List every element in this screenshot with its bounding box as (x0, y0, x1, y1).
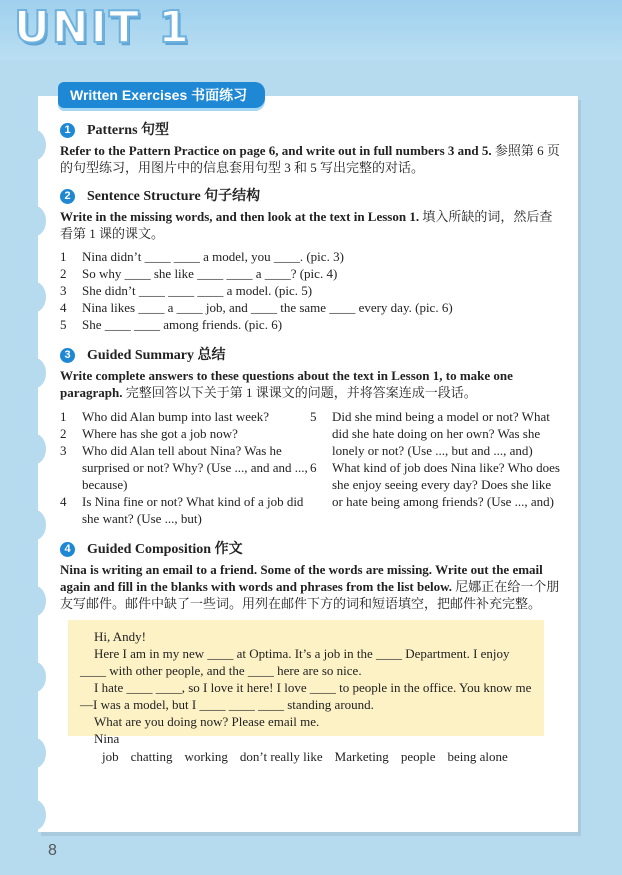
punch-hole (24, 586, 46, 616)
section-guided-summary (60, 347, 560, 527)
item-text: Did she mind being a model or not? What did she hate doing on her own? Was she lonely or not? (Use ..., but and ..., and) (332, 409, 550, 458)
section-title: Guided Summary 总结 (87, 348, 226, 363)
email-signature: Nina (94, 731, 120, 746)
question-item (60, 408, 310, 425)
punch-hole (24, 434, 46, 464)
section-instructions (60, 142, 560, 176)
punch-hole (24, 282, 46, 312)
section-patterns (60, 122, 560, 176)
word-bank-item: people (400, 749, 436, 764)
section-guided-composition (60, 541, 560, 765)
item-text: What kind of job does Nina like? Who does she enjoy seeing every day? Does she like or hate being among friends? (Use ..., and) (332, 460, 560, 509)
item-text: Nina likes ____ a ____ job, and ____ the same ____ every day. (pic. 6) (82, 300, 453, 315)
instructions-zh: 填入所缺的词，然后查看第 1 课的课文。 (60, 209, 553, 241)
item-number: 4 (60, 300, 67, 315)
instructions-en: Write in the missing words, and then look at the text in Lesson 1. (60, 209, 420, 224)
list-item (60, 282, 560, 299)
section-number-badge: 3 (60, 348, 75, 363)
item-number: 5 (310, 409, 317, 424)
email-paragraph: Here I am in my new ____ at Optima. It’s a job in the ____ Department. I enjoy ____ with other people, and the ____ here are so nice. (80, 646, 510, 678)
section-title: Sentence Structure 句子结构 (87, 189, 261, 204)
question-column-right (310, 408, 560, 527)
item-number: 1 (60, 409, 67, 424)
item-text: She ____ ____ among friends. (pic. 6) (82, 317, 283, 332)
email-paragraph: What are you doing now? Please email me. (94, 714, 320, 729)
item-text: She didn’t ____ ____ ____ a model. (pic. 5) (82, 283, 313, 298)
punch-hole (24, 662, 46, 692)
exercise-content (60, 114, 560, 765)
item-number: 2 (60, 266, 67, 281)
section-title: Patterns 句型 (87, 123, 170, 138)
instructions-zh: 尼娜正在给一个朋友写邮件。邮件中缺了一些词。用列在邮件下方的词和短语填空，把邮件补充完整。 (60, 579, 560, 611)
list-item (60, 316, 560, 333)
page-number: 8 (48, 842, 57, 859)
item-text: Who did Alan tell about Nina? Was he surprised or not? Why? (Use ..., and and ..., because) (82, 443, 308, 492)
section-number-badge: 1 (60, 123, 75, 138)
punch-hole (24, 738, 46, 768)
question-columns (60, 408, 560, 527)
item-number: 5 (60, 317, 67, 332)
section-title: Guided Composition 作文 (87, 542, 243, 557)
unit-title: UNIT 1 (14, 2, 191, 53)
instructions-en: Nina is writing an email to a friend. Some of the words are missing. Write out the email again and fill in the blanks with words and phrases from the list below. (60, 562, 543, 594)
list-item (60, 265, 560, 282)
instructions-zh: 完整回答以下关于第 1 课课文的问题，并将答案连成一段话。 (125, 385, 477, 400)
item-number: 4 (60, 494, 67, 509)
sentence-list (60, 248, 560, 333)
punch-hole (24, 206, 46, 236)
punch-hole (24, 130, 46, 160)
item-number: 3 (60, 443, 67, 458)
instructions-zh: 参照第 6 页的句型练习，用图片中的信息套用句型 3 和 5 写出完整的对话。 (60, 143, 560, 175)
word-bank-item: Marketing (334, 749, 389, 764)
item-text: Nina didn’t ____ ____ a model, you ____. (pic. 3) (82, 249, 344, 264)
section-number-badge: 4 (60, 542, 75, 557)
section-heading (60, 122, 560, 139)
written-exercises-banner: Written Exercises 书面练习 (58, 82, 265, 108)
question-item (310, 459, 560, 510)
question-item (60, 493, 310, 527)
item-text: Where has she got a job now? (82, 426, 238, 441)
section-instructions (60, 561, 560, 612)
question-item (60, 442, 310, 493)
email-passage (68, 620, 544, 746)
item-number: 1 (60, 249, 67, 264)
punch-hole (24, 358, 46, 388)
word-bank-item: working (184, 749, 228, 764)
word-bank-item: job (102, 749, 119, 764)
section-heading (60, 541, 560, 558)
item-number: 3 (60, 283, 67, 298)
section-instructions (60, 367, 560, 401)
punch-hole (24, 800, 46, 830)
word-bank-item: chatting (130, 749, 173, 764)
word-bank-item: being alone (447, 749, 508, 764)
question-item (60, 425, 310, 442)
item-number: 6 (310, 460, 317, 475)
word-bank-item: don’t really like (239, 749, 323, 764)
item-text: So why ____ she like ____ ____ a ____? (pic. 4) (82, 266, 338, 281)
section-heading (60, 188, 560, 205)
question-column-left (60, 408, 310, 527)
section-instructions (60, 208, 560, 242)
section-sentence-structure (60, 188, 560, 333)
section-number-badge: 2 (60, 189, 75, 204)
email-paragraph: I hate ____ ____, so I love it here! I love ____ to people in the office. You know me—I was a model, but I ____ ____ ____ standing around. (80, 680, 532, 712)
instructions-en: Write complete answers to these questions about the text in Lesson 1, to make one paragraph. (60, 368, 513, 400)
punch-hole (24, 510, 46, 540)
section-heading (60, 347, 560, 364)
instructions-en: Refer to the Pattern Practice on page 6, and write out in full numbers 3 and 5. (60, 143, 492, 158)
email-greeting: Hi, Andy! (94, 629, 146, 644)
item-text: Who did Alan bump into last week? (82, 409, 270, 424)
item-text: Is Nina fine or not? What kind of a job did she want? (Use ..., but) (82, 494, 304, 526)
question-item (310, 408, 560, 459)
item-number: 2 (60, 426, 67, 441)
list-item (60, 248, 560, 265)
word-bank (102, 748, 560, 765)
list-item (60, 299, 560, 316)
